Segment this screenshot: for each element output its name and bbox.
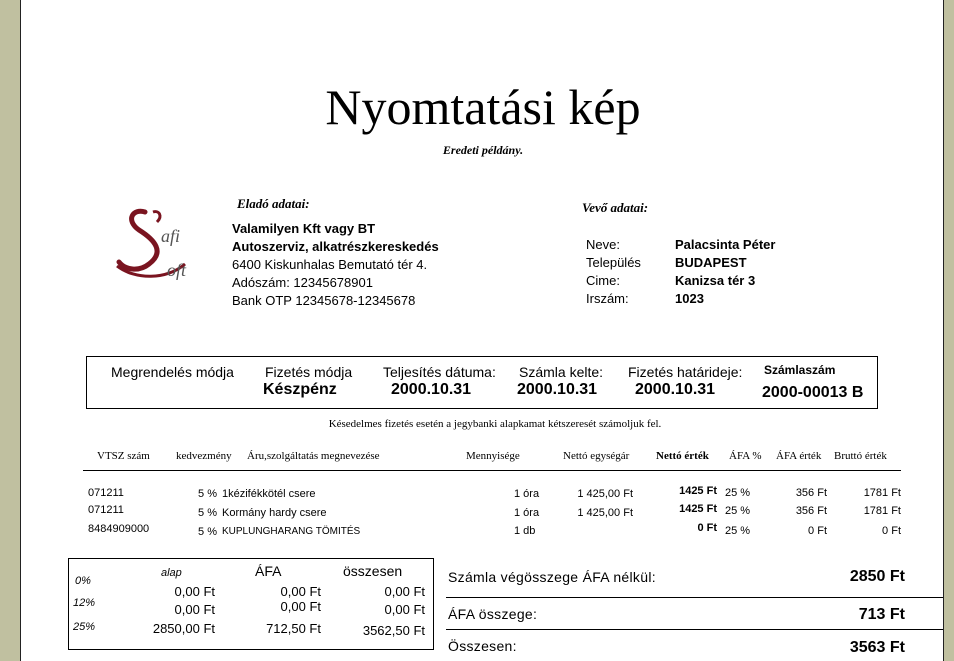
net-total-value: 2850 Ft [849, 568, 905, 585]
col-gross-value: Bruttó érték [834, 450, 887, 462]
item-quantity: 1 óra [514, 507, 540, 519]
col-vat-value: ÁFA érték [776, 450, 822, 462]
seller-tax-no: Adószám: 12345678901 [232, 275, 373, 290]
item-vtsz: 071211 [88, 504, 124, 516]
col-discount: kedvezmény [176, 450, 232, 462]
buyer-city-key: Település [586, 255, 641, 270]
due-date-label: Fizetés határideje: [628, 364, 743, 380]
seller-bank: Bank OTP 12345678-12345678 [232, 293, 416, 308]
item-vtsz: 071211 [88, 487, 124, 499]
item-gross-value: 1781 Ft [863, 505, 901, 517]
totals-divider [446, 629, 943, 630]
item-description: Kormány hardy csere [222, 507, 327, 519]
item-vat-value: 0 Ft [808, 525, 827, 537]
safisoft-logo-icon [105, 206, 201, 284]
vat-rate: 12% [73, 597, 96, 609]
seller-address: 6400 Kiskunhalas Bemutató tér 4. [232, 257, 428, 272]
vat-total-label: ÁFA összege: [448, 606, 538, 622]
invoice-number-label: Számlaszám [764, 363, 836, 377]
item-vat-value: 356 Ft [795, 487, 827, 499]
vat-total: 0,00 Ft [384, 602, 425, 617]
item-net-value: 0 Ft [697, 522, 717, 534]
item-quantity: 1 óra [514, 488, 540, 500]
order-details-box [86, 356, 878, 409]
vat-col-base: alap [161, 567, 182, 579]
invoice-number-value: 2000-00013 B [762, 384, 864, 401]
totals-divider [446, 597, 943, 598]
item-vat-percent: 25 % [725, 525, 751, 537]
item-discount: 5 % [198, 526, 217, 538]
payment-method-label: Fizetés módja [265, 364, 353, 380]
item-description: KUPLUNGHARANG TÖMITÉS [222, 526, 361, 537]
vat-amount: 0,00 Ft [280, 584, 321, 599]
vat-col-total: összesen [343, 563, 403, 579]
grand-total-label: Összesen: [448, 638, 517, 654]
buyer-name: Palacsinta Péter [675, 237, 776, 252]
page-title: Nyomtatási kép [325, 79, 641, 135]
due-date-value: 2000.10.31 [635, 381, 716, 398]
item-net-value: 1425 Ft [679, 503, 717, 515]
company-logo [105, 206, 201, 284]
svg-text:oft: oft [167, 260, 187, 280]
col-vat-percent: ÁFA % [729, 450, 762, 462]
item-vtsz: 8484909000 [88, 523, 150, 535]
seller-activity: Autoszerviz, alkatrészkereskedés [232, 239, 439, 254]
col-quantity: Mennyisége [466, 450, 520, 462]
item-vat-percent: 25 % [725, 487, 751, 499]
col-unit-price: Nettó egységár [563, 450, 630, 462]
copy-type: Eredeti példány. [442, 143, 524, 157]
buyer-name-key: Neve: [586, 237, 620, 252]
completion-date-value: 2000.10.31 [391, 381, 472, 398]
item-unit-price: 1 425,00 Ft [577, 507, 633, 519]
item-gross-value: 0 Ft [882, 525, 901, 537]
vat-base: 0,00 Ft [174, 584, 215, 599]
seller-name: Valamilyen Kft vagy BT [232, 221, 376, 236]
item-description: 1kézifékkötél csere [222, 488, 316, 500]
item-discount: 5 % [198, 507, 217, 519]
buyer-zip-key: Irszám: [586, 291, 629, 306]
invoice-page [20, 0, 944, 661]
vat-total: 0,00 Ft [384, 584, 425, 599]
vat-base: 0,00 Ft [174, 602, 215, 617]
col-description: Áru,szolgáltatás megnevezése [247, 450, 380, 462]
order-method-label: Megrendelés módja [111, 364, 234, 380]
issue-date-value: 2000.10.31 [517, 381, 598, 398]
vat-amount: 0,00 Ft [280, 599, 321, 614]
vat-col-vat: ÁFA [255, 563, 282, 579]
buyer-label: Vevő adatai: [582, 200, 649, 215]
payment-method-value: Készpénz [263, 381, 337, 398]
item-vat-value: 356 Ft [795, 505, 827, 517]
buyer-city: BUDAPEST [675, 255, 747, 270]
late-payment-note: Késedelmes fizetés esetén a jegybanki alapkamat kétszeresét számoljuk fel. [328, 418, 662, 430]
vat-total-value: 713 Ft [858, 606, 905, 623]
vat-summary-box [68, 558, 434, 650]
header-divider [83, 470, 901, 471]
svg-text:afi: afi [161, 226, 181, 246]
item-vat-percent: 25 % [725, 505, 751, 517]
col-net-value: Nettó érték [656, 450, 709, 462]
vat-total: 3562,50 Ft [362, 623, 425, 638]
buyer-address-key: Cime: [586, 273, 620, 288]
item-gross-value: 1781 Ft [863, 487, 901, 499]
grand-total-value: 3563 Ft [849, 639, 905, 656]
item-quantity: 1 db [514, 525, 536, 537]
completion-date-label: Teljesítés dátuma: [383, 364, 496, 380]
seller-label: Eladó adatai: [237, 196, 310, 211]
issue-date-label: Számla kelte: [519, 364, 604, 380]
vat-rate: 0% [75, 575, 91, 587]
vat-rate: 25% [73, 621, 96, 633]
net-total-label: Számla végösszege ÁFA nélkül: [448, 569, 656, 585]
item-discount: 5 % [198, 488, 217, 500]
vat-base: 2850,00 Ft [152, 621, 215, 636]
buyer-zip: 1023 [675, 291, 704, 306]
col-vtsz: VTSZ szám [97, 450, 150, 462]
buyer-address: Kanizsa tér 3 [675, 273, 756, 288]
item-unit-price: 1 425,00 Ft [577, 488, 633, 500]
vat-amount: 712,50 Ft [266, 621, 321, 636]
item-net-value: 1425 Ft [679, 485, 717, 497]
